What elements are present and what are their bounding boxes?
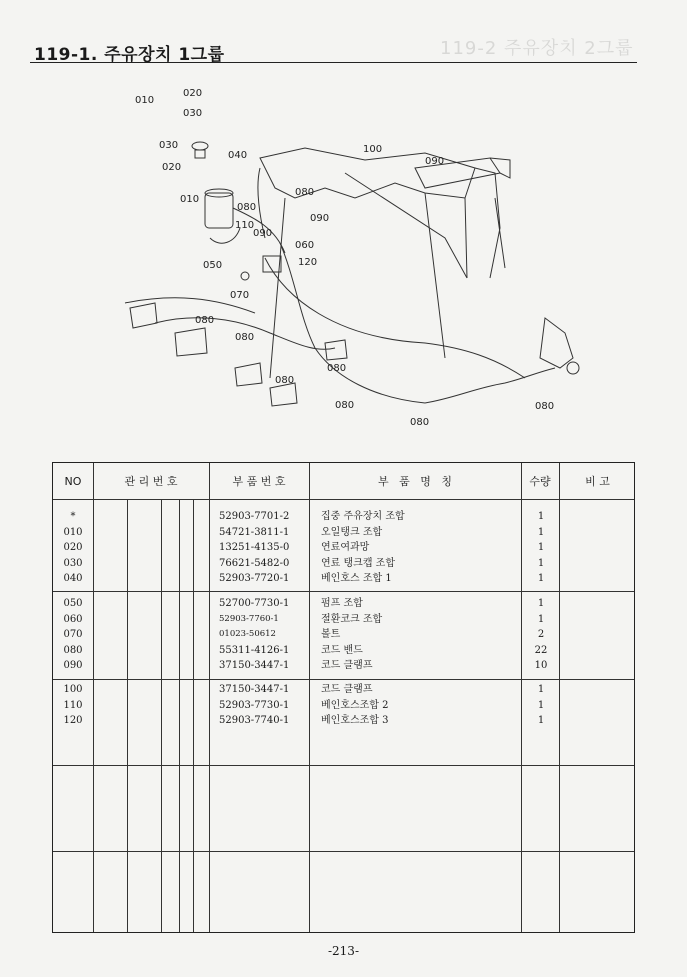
- header-part-number: 부 품 번 호: [232, 475, 286, 488]
- row-no: 120: [63, 715, 83, 726]
- group-3-part-name-column: [319, 682, 531, 729]
- group-rule: [53, 765, 634, 766]
- group-1-no-column: [53, 509, 93, 587]
- group-3-no-column: [53, 682, 93, 729]
- group-rule: [53, 679, 634, 680]
- callout-label: 090: [310, 213, 330, 224]
- callout-label: 080: [235, 332, 255, 343]
- group-1-part-name-column: [319, 509, 531, 587]
- exploded-view-drawing: [95, 78, 615, 438]
- callout-label: 080: [195, 315, 215, 326]
- callout-label: 030: [183, 108, 203, 119]
- callout-label: 020: [183, 88, 203, 99]
- parts-table: [52, 462, 635, 933]
- row-part-number: 01023-50612: [219, 629, 276, 639]
- header-quantity: 수량: [529, 475, 551, 488]
- row-no: 020: [63, 542, 83, 553]
- title-rule: [30, 62, 637, 63]
- column-divider: [309, 463, 310, 932]
- row-qty: 1: [537, 573, 545, 584]
- row-no: 060: [63, 613, 83, 625]
- group-2-part-name-column: [319, 596, 531, 674]
- callout-label: 040: [228, 150, 248, 161]
- row-no: 050: [63, 598, 83, 609]
- row-part-name: 베인호스조합 3: [321, 715, 389, 726]
- group-rule: [53, 591, 634, 592]
- callout-label: 070: [230, 290, 250, 301]
- row-no: 030: [63, 557, 83, 569]
- row-part-number: 37150-3447-1: [219, 660, 290, 671]
- callout-label: 090: [253, 228, 273, 239]
- row-part-name: 베인호스조합 2: [321, 699, 389, 711]
- row-part-number: 52903-7701-2: [219, 511, 290, 522]
- row-part-name: 펌프 조합: [321, 598, 363, 609]
- row-part-name: 연료여과망: [321, 542, 370, 553]
- callout-label: 010: [135, 95, 155, 106]
- callout-label: 030: [159, 140, 179, 151]
- row-no: 100: [63, 684, 83, 695]
- row-qty: 1: [537, 598, 545, 609]
- callout-label: 020: [162, 162, 182, 173]
- column-divider: [127, 499, 128, 932]
- group-2-part-number-column: [213, 596, 309, 674]
- group-1-part-number-column: [213, 509, 309, 587]
- row-part-name: 코드 클램프: [321, 684, 373, 695]
- callout-label: 080: [535, 401, 555, 412]
- row-part-name: 베인호스 조합 1: [321, 573, 392, 584]
- header-no: NO: [64, 474, 82, 488]
- callout-label: 110: [235, 220, 255, 231]
- row-no: 010: [63, 526, 83, 538]
- header-rule: [53, 499, 634, 500]
- callout-label: 080: [410, 417, 430, 428]
- row-part-number: 52903-7730-1: [219, 699, 290, 711]
- column-divider: [193, 499, 194, 932]
- parts-diagram: [95, 78, 615, 438]
- row-part-number: 52903-7740-1: [219, 715, 290, 726]
- row-qty: 1: [537, 684, 545, 695]
- row-no: *: [70, 511, 76, 522]
- row-part-number: 76621-5482-0: [219, 557, 290, 569]
- callout-label: 050: [203, 260, 223, 271]
- row-qty: 1: [537, 542, 545, 553]
- bleed-through-title: 119-2 주유장치 2그룹: [440, 38, 634, 59]
- column-divider: [93, 463, 94, 932]
- row-qty: 1: [537, 511, 545, 522]
- row-qty: 2: [537, 629, 545, 640]
- row-part-name: 코드 밴드: [321, 644, 363, 656]
- row-no: 080: [63, 644, 83, 656]
- row-qty: 1: [537, 557, 545, 569]
- header-remark: 비 고: [585, 475, 610, 488]
- row-part-number: 52903-7760-1: [219, 613, 279, 624]
- row-part-name: 절환코크 조합: [321, 613, 383, 625]
- row-qty: 1: [537, 699, 545, 711]
- row-part-name: 볼트: [321, 629, 341, 640]
- row-qty: 1: [537, 526, 545, 538]
- callout-label: 100: [363, 144, 383, 155]
- group-1-qty-column: [521, 509, 561, 587]
- row-qty: 1: [537, 715, 545, 726]
- row-part-name: 연료 탱크캡 조합: [321, 557, 395, 569]
- callout-label: 080: [327, 363, 347, 374]
- row-part-number: 55311-4126-1: [219, 644, 290, 656]
- callout-label: 120: [298, 257, 318, 268]
- callout-label: 080: [237, 202, 257, 213]
- header-part-name: 부 품 명 칭: [378, 475, 452, 488]
- callout-label: 010: [180, 194, 200, 205]
- page-number: -213-: [327, 944, 359, 958]
- row-no: 110: [63, 699, 83, 711]
- row-qty: 22: [534, 644, 548, 656]
- row-part-number: 54721-3811-1: [219, 526, 290, 538]
- row-part-number: 37150-3447-1: [219, 684, 290, 695]
- group-2-qty-column: [521, 596, 561, 674]
- row-part-number: 13251-4135-0: [219, 542, 290, 553]
- row-no: 040: [63, 573, 83, 584]
- callout-label: 080: [275, 375, 295, 386]
- group-3-part-number-column: [213, 682, 309, 729]
- row-qty: 10: [534, 660, 548, 671]
- callout-label: 080: [335, 400, 355, 411]
- row-qty: 1: [537, 613, 545, 625]
- column-divider: [179, 499, 180, 932]
- callout-label: 080: [295, 187, 315, 198]
- page-title: 119-1. 주유장치 1그룹: [34, 45, 225, 65]
- row-part-number: 52903-7720-1: [219, 573, 290, 584]
- callout-label: 060: [295, 240, 315, 251]
- row-no: 090: [63, 660, 83, 671]
- row-part-name: 오일탱크 조합: [321, 526, 383, 538]
- row-no: 070: [63, 629, 83, 640]
- row-part-name: 코드 클램프: [321, 660, 373, 671]
- column-divider: [161, 499, 162, 932]
- callout-label: 090: [425, 156, 445, 167]
- row-part-number: 52700-7730-1: [219, 598, 290, 609]
- row-part-name: 집중 주유장치 조합: [321, 511, 405, 522]
- header-control-number: 관 리 번 호: [124, 475, 178, 488]
- column-divider: [209, 463, 210, 932]
- group-3-qty-column: [521, 682, 561, 729]
- group-rule: [53, 851, 634, 852]
- group-2-no-column: [53, 596, 93, 674]
